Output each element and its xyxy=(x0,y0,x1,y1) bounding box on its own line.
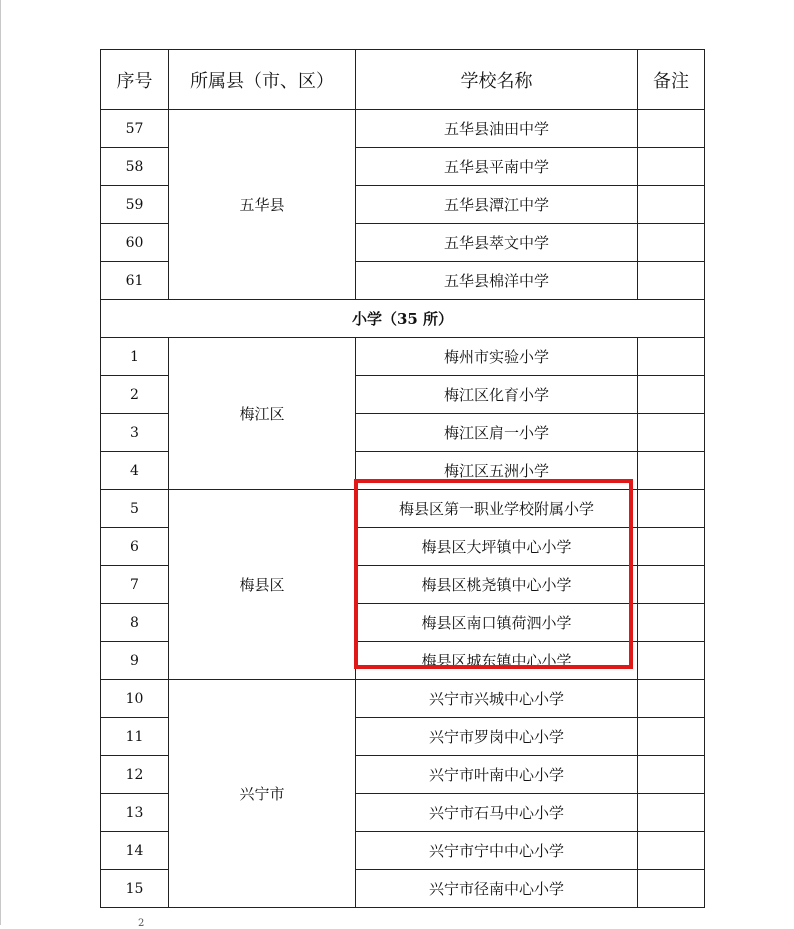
highlight-box xyxy=(354,479,633,669)
seq-cell: 58 xyxy=(101,148,169,186)
middle-school-section xyxy=(101,110,705,300)
remark-cell xyxy=(638,566,705,604)
school-name-cell: 兴宁市叶南中心小学 xyxy=(356,756,638,794)
remark-cell xyxy=(638,490,705,528)
seq-cell: 11 xyxy=(101,718,169,756)
seq-cell: 10 xyxy=(101,680,169,718)
seq-cell: 5 xyxy=(101,490,169,528)
header-county: 所属县（市、区） xyxy=(169,50,356,110)
remark-cell xyxy=(638,338,705,376)
remark-cell xyxy=(638,870,705,908)
school-name-cell: 兴宁市罗岗中心小学 xyxy=(356,718,638,756)
table-row xyxy=(101,680,705,718)
remark-cell xyxy=(638,262,705,300)
seq-cell: 15 xyxy=(101,870,169,908)
remark-cell xyxy=(638,110,705,148)
remark-cell xyxy=(638,642,705,680)
header-school-name: 学校名称 xyxy=(356,50,638,110)
seq-cell: 3 xyxy=(101,414,169,452)
remark-cell xyxy=(638,376,705,414)
school-name-cell: 兴宁市宁中中心小学 xyxy=(356,832,638,870)
seq-cell: 6 xyxy=(101,528,169,566)
seq-cell: 57 xyxy=(101,110,169,148)
seq-cell: 59 xyxy=(101,186,169,224)
school-name-cell: 兴宁市石马中心小学 xyxy=(356,794,638,832)
header-row xyxy=(101,50,705,110)
school-name-cell: 五华县潭江中学 xyxy=(356,186,638,224)
seq-cell: 4 xyxy=(101,452,169,490)
school-name-cell: 梅州市实验小学 xyxy=(356,338,638,376)
table-row xyxy=(101,338,705,376)
school-name-cell: 梅县区城东镇中心小学 xyxy=(356,642,638,680)
remark-cell xyxy=(638,452,705,490)
school-name-cell: 兴宁市兴城中心小学 xyxy=(356,680,638,718)
remark-cell xyxy=(638,832,705,870)
school-name-cell: 梅江区肩一小学 xyxy=(356,414,638,452)
school-name-cell: 梅县区大坪镇中心小学 xyxy=(356,528,638,566)
header-seq: 序号 xyxy=(101,50,169,110)
header-remark: 备注 xyxy=(638,50,705,110)
section-row xyxy=(101,300,705,338)
school-name-cell: 五华县萃文中学 xyxy=(356,224,638,262)
school-name-cell: 梅江区化育小学 xyxy=(356,376,638,414)
remark-cell xyxy=(638,718,705,756)
seq-cell: 12 xyxy=(101,756,169,794)
remark-cell xyxy=(638,186,705,224)
remark-cell xyxy=(638,680,705,718)
county-cell: 五华县 xyxy=(169,110,356,300)
remark-cell xyxy=(638,604,705,642)
remark-cell xyxy=(638,224,705,262)
remark-cell xyxy=(638,528,705,566)
remark-cell xyxy=(638,414,705,452)
seq-cell: 1 xyxy=(101,338,169,376)
section-label: 小学（35 所） xyxy=(101,300,705,338)
seq-cell: 9 xyxy=(101,642,169,680)
remark-cell xyxy=(638,148,705,186)
school-name-cell: 梅县区桃尧镇中心小学 xyxy=(356,566,638,604)
remark-cell xyxy=(638,794,705,832)
table-row xyxy=(101,110,705,148)
county-cell: 梅县区 xyxy=(169,490,356,680)
county-cell: 兴宁市 xyxy=(169,680,356,908)
seq-cell: 14 xyxy=(101,832,169,870)
school-name-cell: 五华县油田中学 xyxy=(356,110,638,148)
seq-cell: 2 xyxy=(101,376,169,414)
seq-cell: 7 xyxy=(101,566,169,604)
page-footnote: 2 xyxy=(138,918,145,929)
school-name-cell: 兴宁市径南中心小学 xyxy=(356,870,638,908)
seq-cell: 61 xyxy=(101,262,169,300)
school-name-cell: 梅县区第一职业学校附属小学 xyxy=(356,490,638,528)
school-name-cell: 五华县棉洋中学 xyxy=(356,262,638,300)
seq-cell: 60 xyxy=(101,224,169,262)
remark-cell xyxy=(638,756,705,794)
school-name-cell: 五华县平南中学 xyxy=(356,148,638,186)
county-cell: 梅江区 xyxy=(169,338,356,490)
page-edge-rule xyxy=(0,0,1,925)
school-name-cell: 梅县区南口镇荷泗小学 xyxy=(356,604,638,642)
seq-cell: 8 xyxy=(101,604,169,642)
school-name-cell: 梅江区五洲小学 xyxy=(356,452,638,490)
seq-cell: 13 xyxy=(101,794,169,832)
